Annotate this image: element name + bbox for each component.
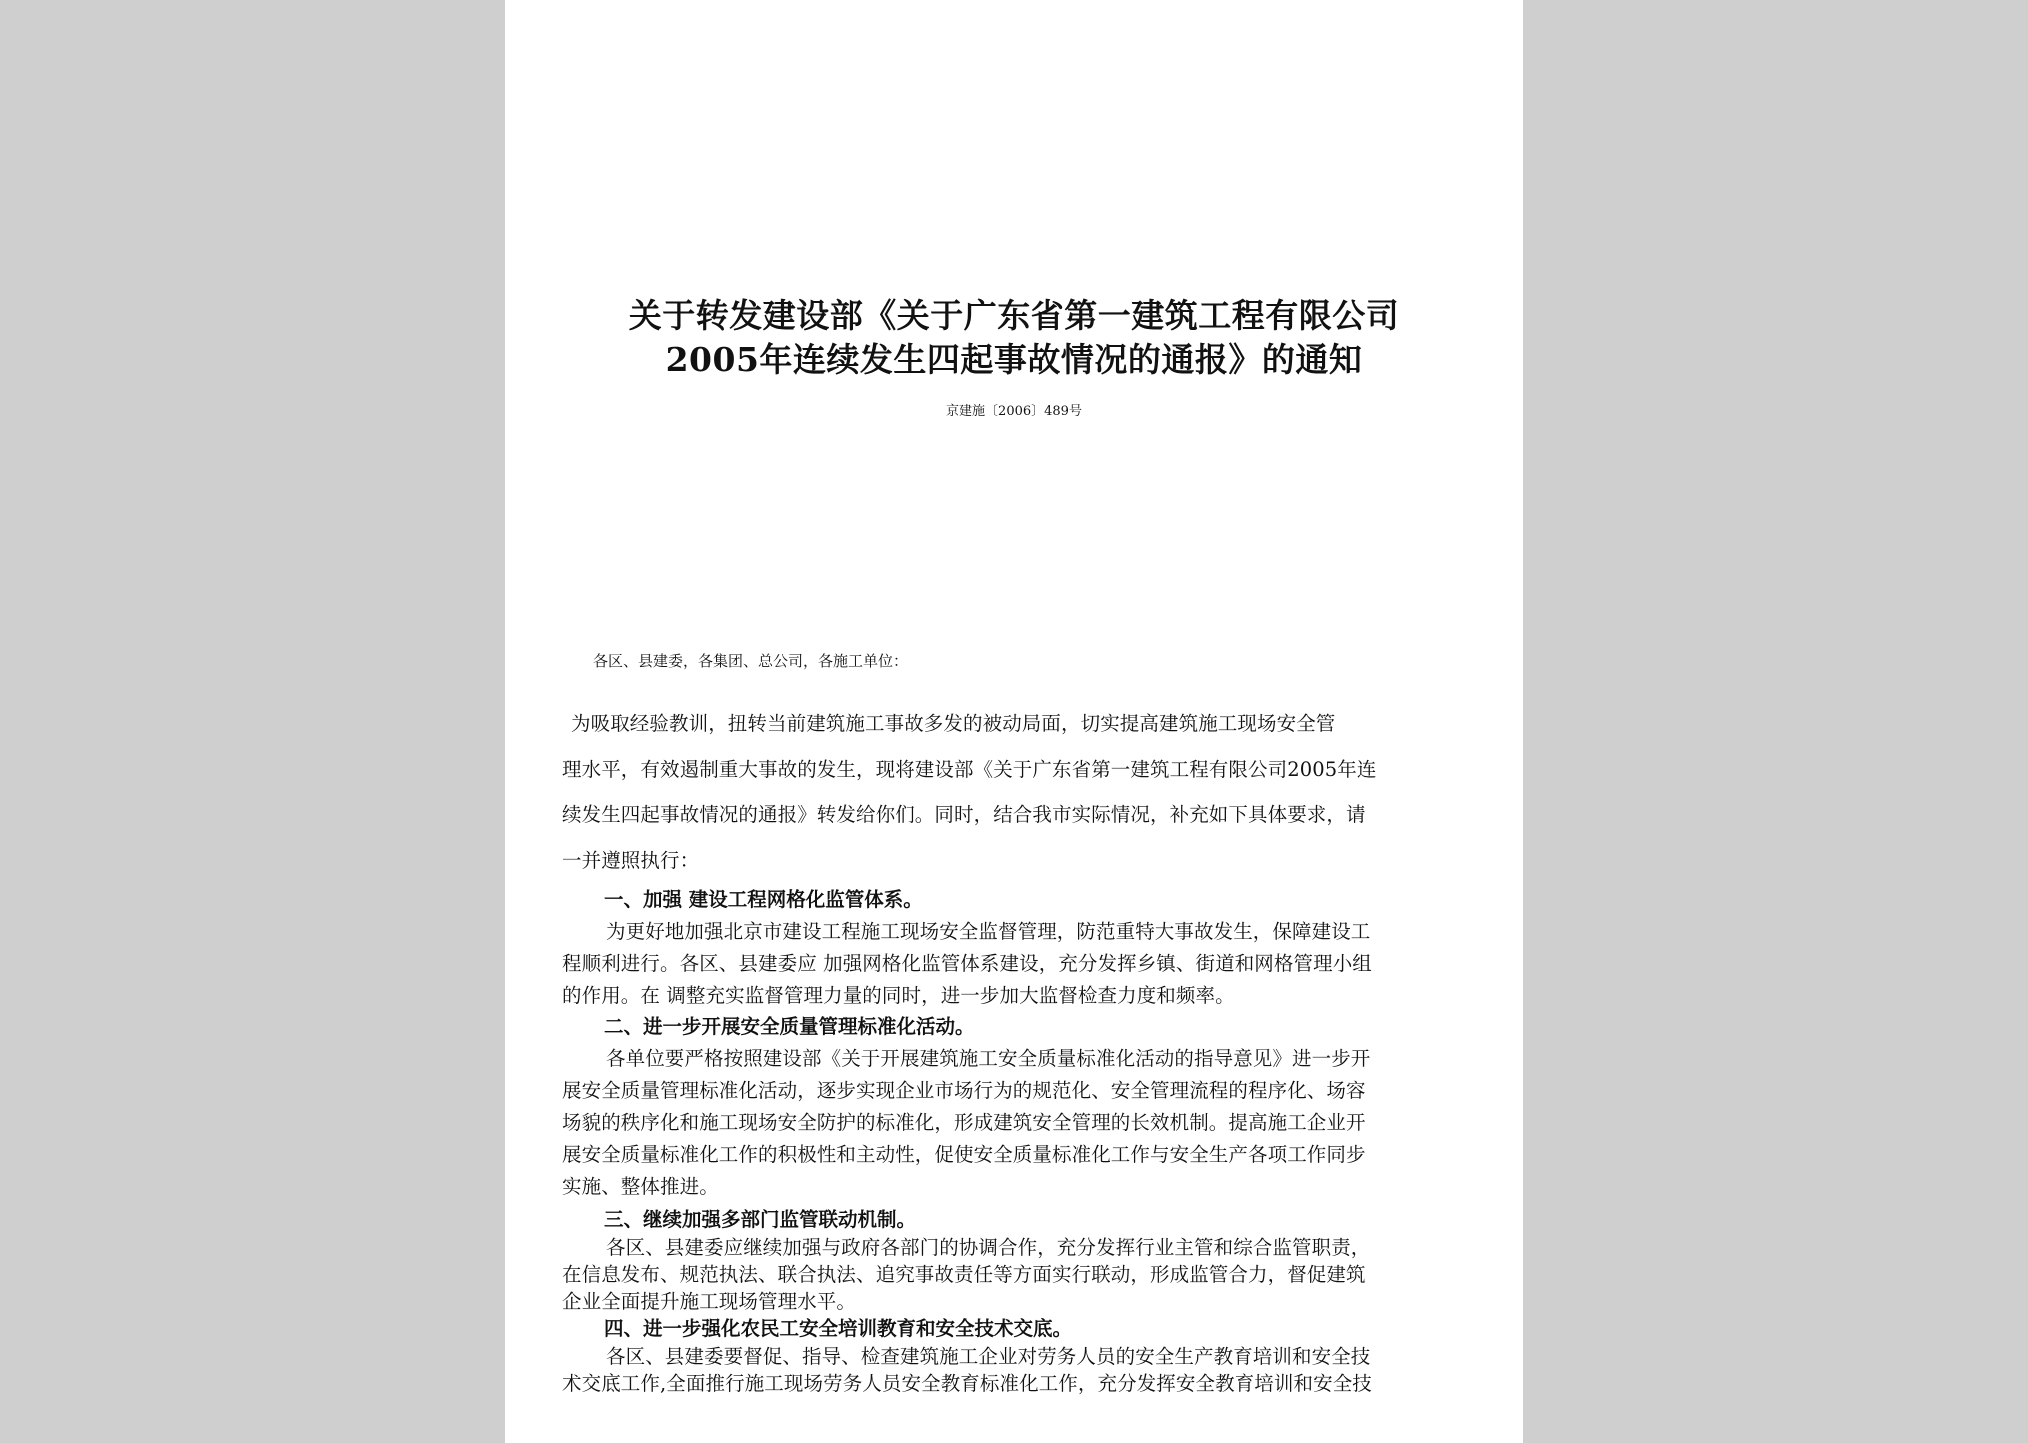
section-2-line-4: 展安全质量标准化工作的积极性和主动性，促使安全质量标准化工作与安全生产各项工作同步 <box>562 1143 1366 1166</box>
section-4-line-1: 各区、县建委要督促、指导、检查建筑施工企业对劳务人员的安全生产教育培训和安全技 <box>606 1345 1371 1368</box>
intro-line-1: 为吸取经验教训，扭转当前建筑施工事故多发的被动局面，切实提高建筑施工现场安全管 <box>571 712 1336 735</box>
section-2-line-2: 展安全质量管理标准化活动，逐步实现企业市场行为的规范化、安全管理流程的程序化、场容 <box>562 1079 1366 1102</box>
section-3-line-2: 在信息发布、规范执法、联合执法、追究事故责任等方面实行联动，形成监管合力，督促建筑 <box>562 1263 1366 1286</box>
section-2-line-5: 实施、整体推进。 <box>562 1175 719 1198</box>
section-1-heading: 一、加强 建设工程网格化监管体系。 <box>604 888 923 911</box>
document-page <box>505 0 1523 1443</box>
section-3-line-3: 企业全面提升施工现场管理水平。 <box>562 1290 857 1313</box>
intro-line-2: 理水平，有效遏制重大事故的发生，现将建设部《关于广东省第一建筑工程有限公司2005年连 <box>562 758 1377 781</box>
section-3-heading: 三、继续加强多部门监管联动机制。 <box>604 1208 917 1231</box>
section-1-line-3: 的作用。在 调整充实监督管理力量的同时，进一步加大监督检查力度和频率。 <box>562 984 1235 1007</box>
intro-line-4: 一并遵照执行： <box>562 849 700 872</box>
section-1-line-2: 程顺利进行。各区、县建委应 加强网格化监管体系建设，充分发挥乡镇、街道和网格管理小组 <box>562 952 1372 975</box>
document-number: 京建施〔2006〕489号 <box>946 404 1082 419</box>
section-3-line-1: 各区、县建委应继续加强与政府各部门的协调合作，充分发挥行业主管和综合监管职责， <box>606 1236 1371 1259</box>
section-2-heading: 二、进一步开展安全质量管理标准化活动。 <box>604 1015 975 1038</box>
section-4-line-2: 术交底工作,全面推行施工现场劳务人员安全教育标准化工作，充分发挥安全教育培训和安全技 <box>562 1372 1372 1395</box>
section-2-line-1: 各单位要严格按照建设部《关于开展建筑施工安全质量标准化活动的指导意见》进一步开 <box>606 1047 1371 1070</box>
salutation: 各区、县建委，各集团、总公司，各施工单位： <box>593 652 909 670</box>
document-title-line-1: 关于转发建设部《关于广东省第一建筑工程有限公司 <box>628 296 1400 335</box>
document-title-line-2: 2005年连续发生四起事故情况的通报》的通知 <box>665 340 1363 379</box>
section-1-line-1: 为更好地加强北京市建设工程施工现场安全监督管理，防范重特大事故发生，保障建设工 <box>606 920 1371 943</box>
intro-line-3: 续发生四起事故情况的通报》转发给你们。同时，结合我市实际情况，补充如下具体要求，请 <box>562 803 1366 826</box>
section-4-heading: 四、进一步强化农民工安全培训教育和安全技术交底。 <box>604 1317 1073 1340</box>
section-2-line-3: 场貌的秩序化和施工现场安全防护的标准化，形成建筑安全管理的长效机制。提高施工企业开 <box>562 1111 1366 1134</box>
